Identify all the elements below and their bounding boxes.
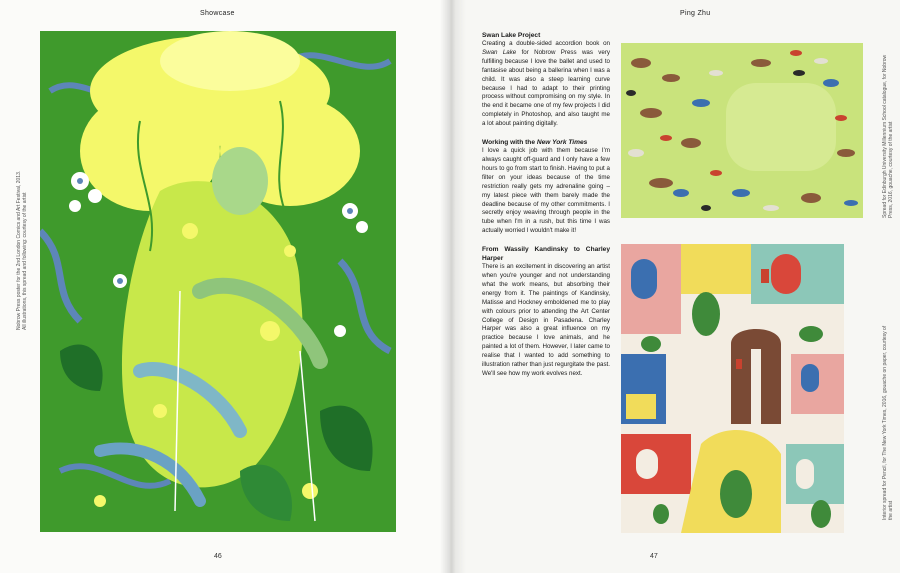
running-head-right: Ping Zhu: [680, 10, 711, 17]
poster-caption: Nobrow Press poster for the 2nd London Comics and Art Festival, 2013. All illustrations, this spread and following: courtesy of the artist: [16, 170, 28, 330]
article-text: [482, 31, 610, 388]
folio-right: 47: [650, 553, 658, 560]
houses-caption: Interior spread for Pencil, for The New York Times, 2016, gouache on paper, courtesy of the artist: [882, 325, 894, 520]
heading-kandinsky-harper: From Wassily Kandinsky to Charley Harper: [482, 246, 610, 263]
animals-artwork: [621, 43, 863, 218]
animals-border-illustration: [621, 43, 863, 218]
paragraph-swan-lake: Creating a double-sided accordion book on Swan Lake for Nobrow Press was very fulfilling because I love the ballet and used to fantasise about being a ballerina when I was a child. It was also a steep learning curve because I had to adapt to their printing process without compromising on my style. In the end it became one of my few projects I did completely in Photoshop, and also taught me a lot about painting digitally.: [482, 40, 610, 128]
heading-swan-lake: Swan Lake Project: [482, 32, 541, 39]
houses-artwork: [621, 244, 844, 533]
poster-artwork: [40, 31, 396, 532]
heading-new-york-times: Working with the New York Times: [482, 139, 588, 147]
paragraph-kandinsky-harper: There is an excitement in discovering an artist when you're younger and not understanding what the work means, but absorbing their energy from it. The paintings of Kandinsky, Matisse and Hockney emboldened me to play with colours prior to attending the Art Center College of Design in Pasadena. Charley Harper was also a great influence on my practice because I love animals, and he painted a lot of them. However, I later came to realise that I wanted to add something to illustration rather than just regurgitate the past. We'll see how my work evolves next.: [482, 263, 610, 377]
houses-illustration: [621, 244, 844, 533]
running-head-left: Showcase: [200, 10, 235, 17]
folio-left: 46: [214, 553, 222, 560]
paragraph-new-york-times: I love a quick job with them because I'm always caught off-guard and I only have a few hours to go from start to finish. Having to put a filter on your ideas because of the time restriction really gets my adrenaline going – my latest piece with them barely made the deadline because of my other commitments. I secretly enjoy weaving through people in the tube when I'm in a rush, but this time I was actually worried I wouldn't make it!: [482, 147, 610, 235]
animals-caption: Spread for Edinburgh University Millennium School catalogue, for Nobrow Press, 2016, gouache, courtesy of the artist: [882, 54, 894, 218]
festival-poster-illustration: [40, 31, 396, 532]
